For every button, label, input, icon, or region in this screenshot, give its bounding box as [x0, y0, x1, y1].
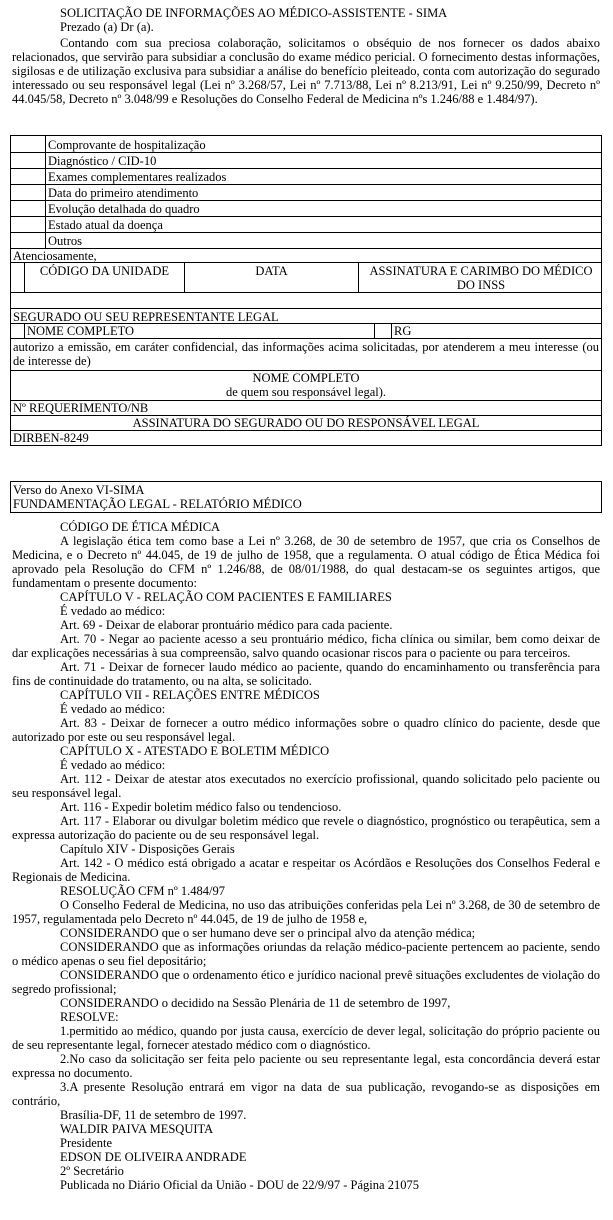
signer-2-role: 2º Secretário [60, 1164, 124, 1178]
prohibited-1: É vedado ao médico: [60, 604, 166, 618]
insured-signature-field[interactable]: ASSINATURA DO SEGURADO OU DO RESPONSÁVEL LEGAL [132, 416, 480, 430]
signer-1-role: Presidente [60, 1136, 113, 1150]
art-117: Art. 117 - Elaborar ou divulgar boletim médico que revele o diagnóstico, prognóstico ou terapêutica, sem a expressa autorização do paciente ou de seu responsável legal. [12, 814, 600, 842]
chapter-7: CAPÍTULO VII - RELAÇÕES ENTRE MÉDICOS [60, 688, 320, 702]
art-69: Art. 69 - Deixar de elaborar prontuário médico para cada paciente. [60, 618, 393, 632]
col-divider [374, 323, 375, 338]
date-header: DATA [255, 264, 288, 278]
rg-field[interactable]: RG [394, 324, 412, 338]
verso-line-1: Verso do Anexo VI-SIMA [13, 483, 145, 497]
art-83: Art. 83 - Deixar de fornecer a outro médico informações sobre o quadro clínico do paciente, desde que autorizado por este ou seu responsável legal. [12, 716, 600, 744]
item-diagnosis: Diagnóstico / CID-10 [48, 154, 157, 168]
signer-2-name: EDSON DE OLIVEIRA ANDRADE [60, 1150, 247, 1164]
item-first-visit: Data do primeiro atendimento [48, 186, 199, 200]
col-divider [391, 323, 392, 338]
art-116: Art. 116 - Expedir boletim médico falso ou tendencioso. [60, 800, 342, 814]
chapter-10: CAPÍTULO X - ATESTADO E BOLETIM MÉDICO [60, 744, 330, 758]
col-divider [24, 323, 25, 338]
considering-4: CONSIDERANDO o decidido na Sessão Plenária de 11 de setembro de 1997, [60, 996, 451, 1010]
item-current-state: Estado atual da doença [48, 218, 163, 232]
responsible-name-sub: de quem sou responsável legal). [225, 385, 387, 399]
item-exams: Exames complementares realizados [48, 170, 227, 184]
request-number-field[interactable]: Nº REQUERIMENTO/NB [13, 401, 149, 415]
prohibited-2: É vedado ao médico: [60, 702, 166, 716]
signer-1-name: WALDIR PAIVA MESQUITA [60, 1122, 214, 1136]
resolution-intro: O Conselho Federal de Medicina, no uso das atribuições conferidas pela Lei nº 3.268, de 30 de setembro de 1957, regulamentada pelo Decreto nº 44.045, de 19 de julho de 1958 e, [12, 898, 600, 926]
considering-1: CONSIDERANDO que o ser humano deve ser o principal alvo da atenção médica; [60, 926, 476, 940]
item-evolution: Evolução detalhada do quadro [48, 202, 200, 216]
form-code: DIRBEN-8249 [13, 431, 89, 445]
verso-line-2: FUNDAMENTAÇÃO LEGAL - RELATÓRIO MÉDICO [13, 497, 302, 511]
responsible-name-field[interactable]: NOME COMPLETO [252, 371, 360, 385]
item-hospitalization: Comprovante de hospitalização [48, 138, 206, 152]
legal-body [12, 520, 600, 1192]
resolution-item-3: 3.A presente Resolução entrará em vigor na data de sua publicação, revogando-se as disposições em contrário, [12, 1080, 600, 1108]
code-title: CÓDIGO DE ÉTICA MÉDICA [60, 520, 221, 534]
authorization-text: autorizo a emissão, em caráter confidencial, das informações acima solicitadas, por atenderem a meu interesse (ou de interesse de) [13, 340, 599, 368]
code-intro: A legislação ética tem como base a Lei nº 3.268, de 30 de setembro de 1957, que cria os Conselhos de Medicina, e o Decreto nº 44.045, de 19 de julho de 1958, que a regulamenta. O atual código de Ética Médica foi aprovado pela Resolução do CFM nº 1.246/88, de 08/01/1988, do qual destacam-se os seguintes artigos, que fundamentam o presente documento: [12, 534, 600, 590]
request-form-table [10, 135, 602, 446]
full-name-field[interactable]: NOME COMPLETO [27, 324, 135, 338]
insured-label: SEGURADO OU SEU REPRESENTANTE LEGAL [13, 310, 279, 324]
greeting: Prezado (a) Dr (a). [60, 20, 154, 34]
unit-code-header: CÓDIGO DA UNIDADE [39, 264, 170, 278]
inss-signature-header: ASSINATURA E CARIMBO DO MÉDICO DO INSS [369, 264, 593, 292]
prohibited-3: É vedado ao médico: [60, 758, 166, 772]
art-112: Art. 112 - Deixar de atestar atos executados no exercício profissional, quando solicitado pelo paciente ou seu responsável legal. [12, 772, 600, 800]
chapter-5: CAPÍTULO V - RELAÇÃO COM PACIENTES E FAMILIARES [60, 590, 392, 604]
place-date: Brasília-DF, 11 de setembro de 1997. [60, 1108, 247, 1122]
considering-3: CONSIDERANDO que o ordenamento ético e jurídico nacional prevê situações excludentes de violação do segredo profissional; [12, 968, 600, 996]
considering-2: CONSIDERANDO que as informações oriundas da relação médico-paciente pertencem ao paciente, sendo o médico apenas o seu fiel depositário; [12, 940, 600, 968]
item-others: Outros [48, 234, 83, 248]
resolution-item-1: 1.permitido ao médico, quando por justa causa, exercício de dever legal, solicitação do próprio paciente ou de seu representante legal, fornecer atestado médico com o diagnóstico. [12, 1024, 600, 1052]
art-71: Art. 71 - Deixar de fornecer laudo médico ao paciente, quando do encaminhamento ou transferência para fins de continuidade do tratamento, ou na alta, se solicitado. [12, 660, 600, 688]
art-142: Art. 142 - O médico está obrigado a acatar e respeitar os Acórdãos e Resoluções dos Conselhos Federal e Regionais de Medicina. [12, 856, 600, 884]
art-70: Art. 70 - Negar ao paciente acesso a seu prontuário médico, ficha clínica ou similar, bem como deixar de dar explicações necessárias à sua compreensão, salvo quando ocasionar riscos para o paciente ou para terceiros. [12, 632, 600, 660]
intro-paragraph: Contando com sua preciosa colaboração, solicitamos o obséquio de nos fornecer os dados abaixo relacionados, que servirão para subsidiar a conclusão do exame médico pericial. O fornecimento destas informações, sigilosas e de utilização exclusiva para subsidiar a análise do benefício pleiteado, conta com autorização do segurado interessado ou seu responsável legal (Lei nº 3.268/57, Lei nº 7.713/88, Lei nº 8.213/91, Lei nº 9.250/99, Decreto nº 44.045/58, Decreto nº 3.048/99 e Resoluções do Conselho Federal de Medicina nºs 1.246/88 e 1.484/97). [12, 36, 600, 106]
form-title: SOLICITAÇÃO DE INFORMAÇÕES AO MÉDICO-ASSISTENTE - SIMA [60, 6, 448, 20]
resolution-item-2: 2.No caso da solicitação ser feita pelo paciente ou seu representante legal, esta concordância deverá estar expressa no documento. [12, 1052, 600, 1080]
resolution-title: RESOLUÇÃO CFM nº 1.484/97 [60, 884, 226, 898]
closing-text: Atenciosamente, [13, 249, 97, 263]
resolve-heading: RESOLVE: [60, 1010, 119, 1024]
verso-header-box [10, 481, 602, 513]
chapter-14: Capítulo XIV - Disposições Gerais [60, 842, 235, 856]
publication-note: Publicada no Diário Oficial da União - DOU de 22/9/97 - Página 21075 [60, 1178, 419, 1192]
